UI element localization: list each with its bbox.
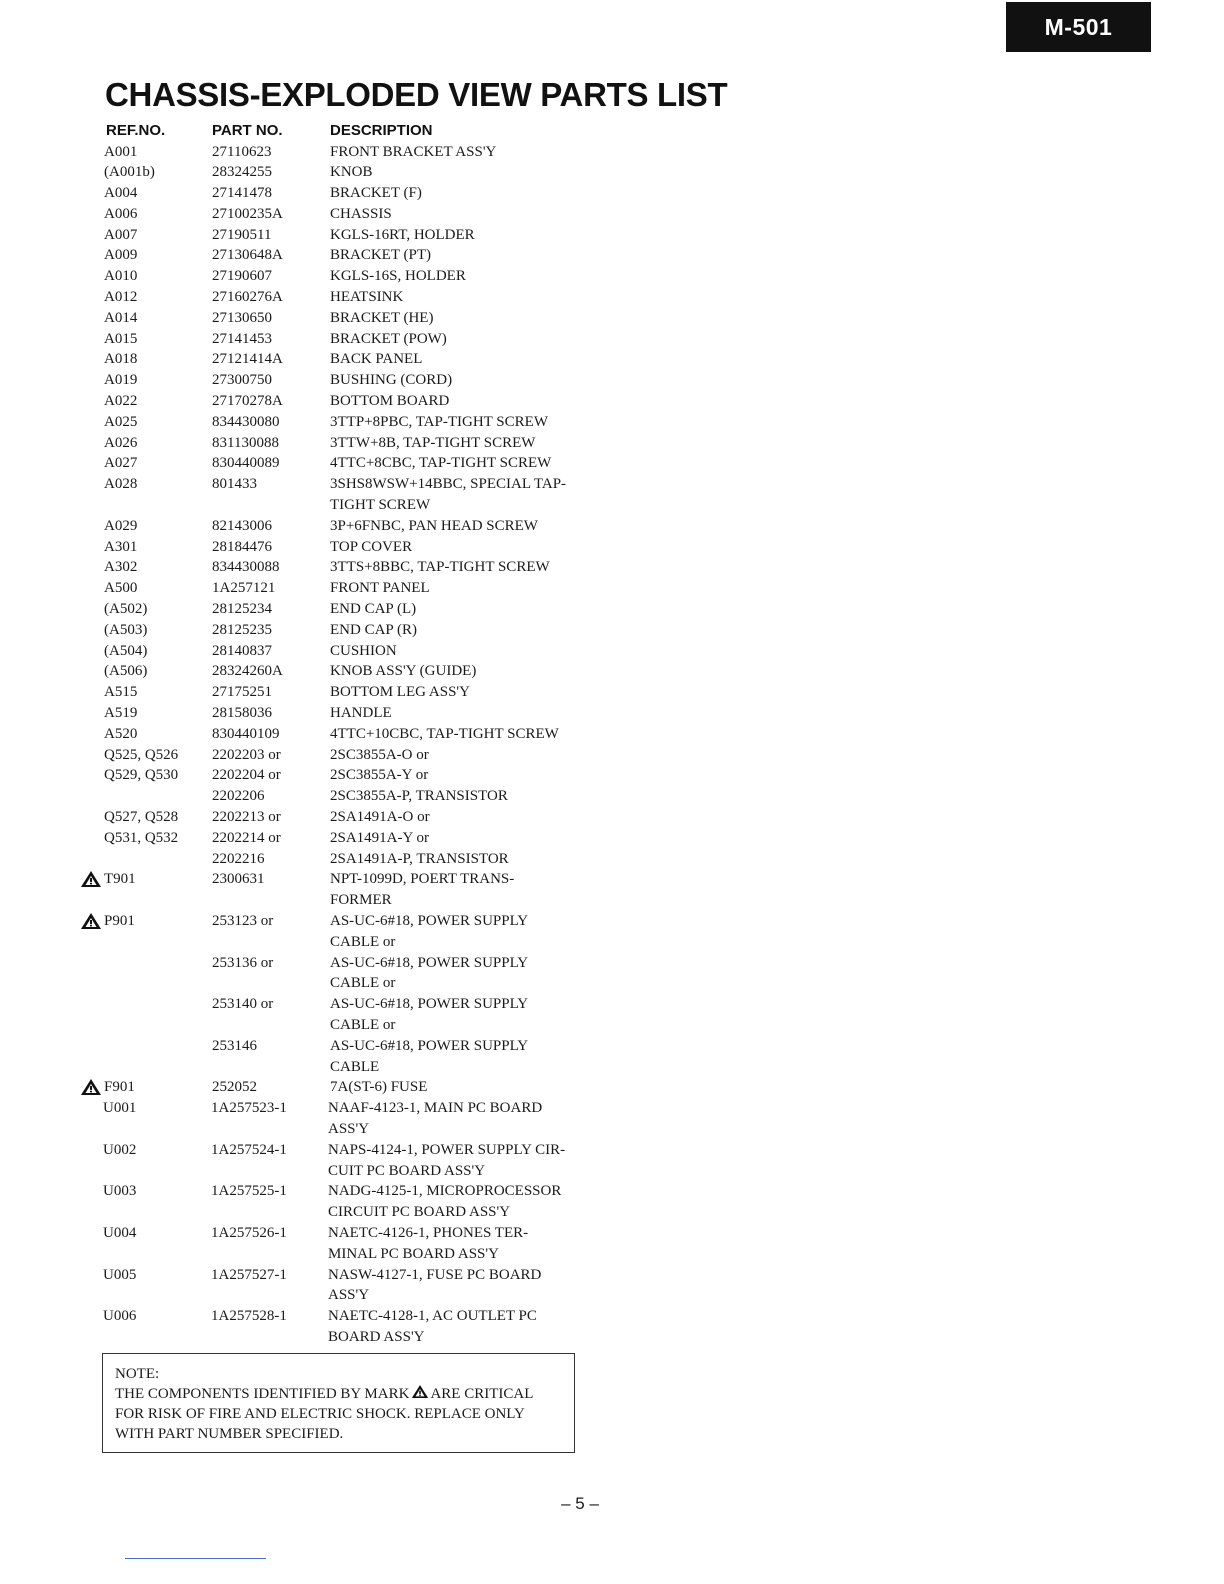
ref-no-cell: U003 <box>103 1183 137 1200</box>
part-no-cell: 834430080 <box>212 413 280 430</box>
ref-no-cell: A520 <box>104 725 138 742</box>
parts-row <box>0 911 1224 953</box>
parts-row <box>0 1077 1224 1098</box>
ref-no-cell: A007 <box>104 226 138 243</box>
description-cell: HANDLE <box>330 705 392 722</box>
ref-no-cell: A301 <box>104 538 138 555</box>
ref-no-cell: (A502) <box>104 601 148 618</box>
description-cell: KGLS-16S, HOLDER <box>330 268 466 285</box>
description-cell: 3P+6FNBC, PAN HEAD SCREW <box>330 517 538 534</box>
part-no-cell: 801433 <box>212 476 257 493</box>
part-no-cell: 28140837 <box>212 642 272 659</box>
parts-row <box>0 287 1224 308</box>
part-no-cell: 1A257121 <box>212 580 276 597</box>
description-cell: BRACKET (PT) <box>330 247 431 264</box>
ref-no-cell: A302 <box>104 559 138 576</box>
part-no-cell: 1A257526-1 <box>211 1224 287 1241</box>
parts-row <box>0 807 1224 828</box>
parts-row <box>0 225 1224 246</box>
parts-row <box>0 370 1224 391</box>
parts-row <box>0 599 1224 620</box>
description-cell: CUSHION <box>330 642 397 659</box>
ref-no-cell: A019 <box>104 372 138 389</box>
part-no-cell: 27300750 <box>212 372 272 389</box>
part-no-cell: 2202203 or <box>212 746 281 763</box>
description-cell: FRONT BRACKET ASS'Y <box>330 143 497 160</box>
ref-no-header: REF.NO. <box>106 122 166 139</box>
description-cell: 7A(ST-6) FUSE <box>330 1079 428 1096</box>
description-cell: END CAP (L) <box>330 601 417 618</box>
ref-no-cell: Q527, Q528 <box>104 809 179 825</box>
footer-rule <box>125 1558 266 1559</box>
description-cell: AS-UC-6#18, POWER SUPPLY CABLE <box>330 1037 529 1075</box>
ref-no-cell: A004 <box>104 185 138 202</box>
parts-row <box>0 849 1224 870</box>
part-no-cell: 27130650 <box>212 309 272 326</box>
ref-no-cell: A018 <box>104 351 138 368</box>
description-cell: BACK PANEL <box>330 351 423 368</box>
ref-no-cell: (A504) <box>104 642 148 659</box>
description-cell: 3TTW+8B, TAP-TIGHT SCREW <box>330 434 536 451</box>
description-cell: HEATSINK <box>330 289 404 306</box>
ref-no-cell: F901 <box>104 1079 135 1096</box>
description-cell: KNOB <box>330 164 373 181</box>
description-cell: NAPS-4124-1, POWER SUPPLY CIR- CUIT PC BOARD ASS'Y <box>328 1141 566 1179</box>
parts-row <box>0 641 1224 662</box>
part-no-cell: 28324260A <box>212 663 283 680</box>
description-cell: AS-UC-6#18, POWER SUPPLY CABLE or <box>330 912 529 950</box>
description-cell: FRONT PANEL <box>330 580 430 597</box>
ref-no-cell: A025 <box>104 413 138 430</box>
description-cell: CHASSIS <box>330 205 392 222</box>
ref-no-cell: A026 <box>104 434 138 451</box>
part-no-cell: 27121414A <box>212 351 283 368</box>
warning-triangle-icon <box>80 1078 102 1096</box>
ref-no-cell: A009 <box>104 247 138 264</box>
ref-no-cell: A519 <box>104 705 138 722</box>
ref-no-cell: (A503) <box>104 621 148 638</box>
warning-triangle-icon <box>80 912 102 930</box>
ref-no-cell: (A001b) <box>104 164 155 181</box>
part-no-cell: 1A257523-1 <box>211 1100 287 1117</box>
part-no-cell: 27130648A <box>212 247 283 264</box>
part-no-header: PART NO. <box>212 122 283 139</box>
ref-no-cell: A006 <box>104 205 138 222</box>
part-no-cell: 27190607 <box>212 268 272 285</box>
description-cell: AS-UC-6#18, POWER SUPPLY CABLE or <box>330 954 529 992</box>
parts-row <box>0 308 1224 329</box>
parts-row <box>0 516 1224 537</box>
part-no-cell: 252052 <box>212 1079 257 1096</box>
parts-row <box>0 620 1224 641</box>
ref-no-cell: U006 <box>103 1308 137 1325</box>
parts-row <box>0 412 1224 433</box>
ref-no-cell: A010 <box>104 268 138 285</box>
parts-row <box>0 765 1224 786</box>
parts-row <box>0 994 1224 1036</box>
parts-row <box>0 1306 1224 1348</box>
note-label: NOTE: <box>115 1366 160 1382</box>
ref-no-cell: (A506) <box>104 663 148 680</box>
parts-row <box>0 1098 1224 1140</box>
description-cell: NAAF-4123-1, MAIN PC BOARD ASS'Y <box>328 1100 543 1137</box>
ref-no-cell: A014 <box>104 309 138 326</box>
part-no-cell: 253123 or <box>212 912 274 929</box>
parts-row <box>0 183 1224 204</box>
description-cell: BRACKET (F) <box>330 185 422 202</box>
parts-row <box>0 1036 1224 1078</box>
parts-row <box>0 1265 1224 1307</box>
parts-table <box>0 142 1224 1348</box>
note-text-before-icon: THE COMPONENTS IDENTIFIED BY MARK <box>115 1386 410 1402</box>
description-cell: BUSHING (CORD) <box>330 372 453 389</box>
description-cell: NAETC-4128-1, AC OUTLET PC BOARD ASS'Y <box>328 1308 537 1345</box>
model-number: M-501 <box>1044 13 1113 40</box>
page-title: CHASSIS-EXPLODED VIEW PARTS LIST <box>105 76 728 113</box>
part-no-cell: 2202216 <box>212 850 265 867</box>
description-cell: 4TTC+8CBC, TAP-TIGHT SCREW <box>330 455 552 472</box>
description-cell: 3TTS+8BBC, TAP-TIGHT SCREW <box>330 559 550 576</box>
parts-row <box>0 1140 1224 1182</box>
description-cell: NAETC-4126-1, PHONES TER- MINAL PC BOARD ASS'Y <box>328 1224 529 1262</box>
part-no-cell: 27190511 <box>212 226 272 243</box>
parts-row <box>0 557 1224 578</box>
part-no-cell: 1A257528-1 <box>211 1308 287 1325</box>
description-cell: TOP COVER <box>330 538 413 555</box>
description-cell: BRACKET (POW) <box>330 330 447 347</box>
ref-no-cell: Q529, Q530 <box>104 767 179 784</box>
part-no-cell: 253140 or <box>212 996 274 1013</box>
part-no-cell: 27141478 <box>212 185 272 202</box>
parts-row <box>0 703 1224 724</box>
description-cell: 2SA1491A-Y or <box>330 829 430 846</box>
parts-row <box>0 786 1224 807</box>
description-cell: 2SC3855A-P, TRANSISTOR <box>330 788 508 805</box>
part-no-cell: 2202204 or <box>212 767 281 784</box>
parts-row <box>0 1223 1224 1265</box>
parts-row <box>0 349 1224 370</box>
ref-no-cell: A012 <box>104 289 138 306</box>
part-no-cell: 27160276A <box>212 289 283 306</box>
ref-no-cell: A515 <box>104 684 138 701</box>
parts-row <box>0 661 1224 682</box>
part-no-cell: 27110623 <box>212 143 272 160</box>
parts-row <box>0 433 1224 454</box>
part-no-cell: 27170278A <box>212 393 283 410</box>
part-no-cell: 830440109 <box>212 725 280 742</box>
note-line-1 <box>115 1384 564 1404</box>
parts-row <box>0 142 1224 163</box>
description-cell: 2SA1491A-O or <box>330 809 430 825</box>
part-no-cell: 834430088 <box>212 559 280 576</box>
description-cell: 2SC3855A-O or <box>330 746 429 763</box>
part-no-cell: 253136 or <box>212 954 274 971</box>
ref-no-cell: A029 <box>104 517 138 534</box>
part-no-cell: 2202214 or <box>212 829 281 846</box>
parts-row <box>0 953 1224 995</box>
part-no-cell: 28125234 <box>212 601 272 618</box>
part-no-cell: 1A257524-1 <box>211 1141 287 1158</box>
part-no-cell: 1A257527-1 <box>211 1266 287 1283</box>
description-cell: BOTTOM BOARD <box>330 393 450 410</box>
description-cell: KGLS-16RT, HOLDER <box>330 226 475 243</box>
description-cell: KNOB ASS'Y (GUIDE) <box>330 663 477 680</box>
parts-row <box>0 204 1224 225</box>
description-cell: NADG-4125-1, MICROPROCESSOR CIRCUIT PC BOARD ASS'Y <box>328 1183 562 1221</box>
ref-no-cell: A028 <box>104 476 138 493</box>
ref-no-cell: U004 <box>103 1224 137 1241</box>
description-cell: NPT-1099D, POERT TRANS- FORMER <box>330 871 515 909</box>
parts-row <box>0 537 1224 558</box>
parts-row <box>0 724 1224 745</box>
note-line-3: WITH PART NUMBER SPECIFIED. <box>115 1426 344 1442</box>
warning-triangle-icon <box>411 1384 429 1399</box>
parts-row <box>0 1181 1224 1223</box>
description-header: DESCRIPTION <box>330 122 433 139</box>
ref-no-cell: A500 <box>104 580 138 597</box>
parts-row <box>0 245 1224 266</box>
description-cell: 4TTC+10CBC, TAP-TIGHT SCREW <box>330 725 559 742</box>
parts-row <box>0 453 1224 474</box>
part-no-cell: 2202213 or <box>212 809 281 825</box>
part-no-cell: 2300631 <box>212 871 265 888</box>
description-cell: END CAP (R) <box>330 621 417 638</box>
parts-row <box>0 869 1224 911</box>
ref-no-cell: Q531, Q532 <box>104 829 179 846</box>
parts-row <box>0 329 1224 350</box>
note-box <box>102 1353 575 1453</box>
parts-row <box>0 162 1224 183</box>
parts-row <box>0 391 1224 412</box>
part-no-cell: 1A257525-1 <box>211 1183 287 1200</box>
part-no-cell: 2202206 <box>212 788 265 805</box>
description-cell: 2SA1491A-P, TRANSISTOR <box>330 850 509 867</box>
parts-row <box>0 828 1224 849</box>
ref-no-cell: A022 <box>104 393 138 410</box>
part-no-cell: 830440089 <box>212 455 280 472</box>
part-no-cell: 82143006 <box>212 517 272 534</box>
ref-no-cell: P901 <box>104 912 135 929</box>
description-cell: 3SHS8WSW+14BBC, SPECIAL TAP- TIGHT SCREW <box>330 476 567 514</box>
parts-row <box>0 682 1224 703</box>
description-cell: NASW-4127-1, FUSE PC BOARD ASS'Y <box>328 1266 542 1304</box>
part-no-cell: 27175251 <box>212 684 272 701</box>
ref-no-cell: A015 <box>104 330 138 347</box>
page-number: – 5 – <box>561 1494 599 1513</box>
note-line-2: FOR RISK OF FIRE AND ELECTRIC SHOCK. REPLACE ONLY <box>115 1406 525 1422</box>
ref-no-cell: U001 <box>103 1100 137 1117</box>
description-cell: 3TTP+8PBC, TAP-TIGHT SCREW <box>330 413 548 430</box>
model-badge <box>1006 2 1151 52</box>
part-no-cell: 28184476 <box>212 538 272 555</box>
ref-no-cell: U005 <box>103 1266 137 1283</box>
parts-row <box>0 266 1224 287</box>
part-no-cell: 831130088 <box>212 434 279 451</box>
ref-no-cell: A027 <box>104 455 138 472</box>
parts-row <box>0 578 1224 599</box>
description-cell: BOTTOM LEG ASS'Y <box>330 684 470 701</box>
ref-no-cell: U002 <box>103 1141 137 1158</box>
part-no-cell: 28324255 <box>212 164 272 181</box>
part-no-cell: 27100235A <box>212 205 283 222</box>
description-cell: 2SC3855A-Y or <box>330 767 429 784</box>
part-no-cell: 28158036 <box>212 705 272 722</box>
note-text-after-icon: ARE CRITICAL <box>430 1386 534 1402</box>
part-no-cell: 28125235 <box>212 621 272 638</box>
description-cell: BRACKET (HE) <box>330 309 434 326</box>
ref-no-cell: Q525, Q526 <box>104 746 179 763</box>
parts-row <box>0 745 1224 766</box>
part-no-cell: 27141453 <box>212 330 272 347</box>
ref-no-cell: A001 <box>104 143 138 160</box>
part-no-cell: 253146 <box>212 1037 257 1054</box>
ref-no-cell: T901 <box>104 871 136 888</box>
warning-triangle-icon <box>80 870 102 888</box>
description-cell: AS-UC-6#18, POWER SUPPLY CABLE or <box>330 996 529 1033</box>
parts-row <box>0 474 1224 516</box>
